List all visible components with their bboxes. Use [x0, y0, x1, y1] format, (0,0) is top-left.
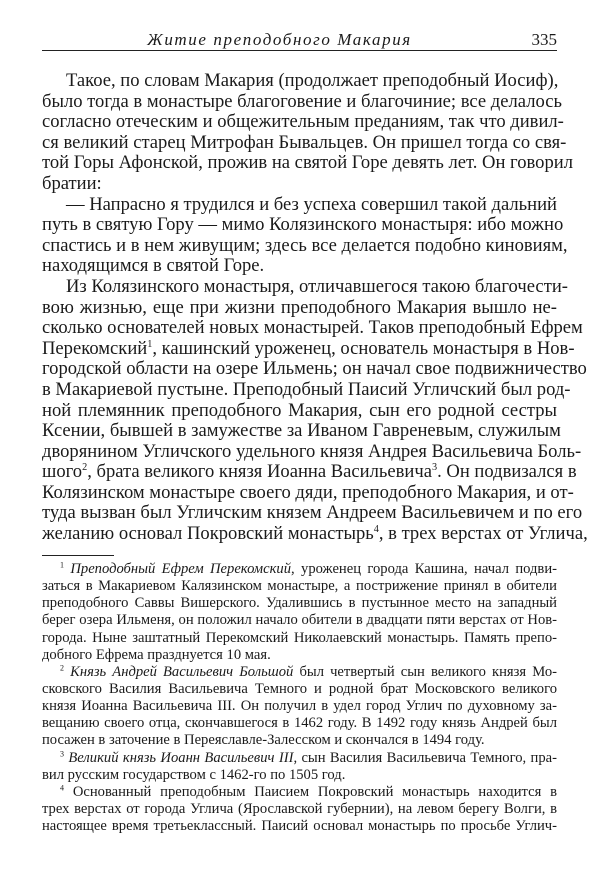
text-segment: , брата великого князя Иоанна Васильевича	[87, 461, 432, 483]
text-segment: сковского Василия Васильевича Темного и родной брат Московского великого	[42, 680, 557, 697]
footnote-line	[42, 595, 557, 612]
text-segment: городской области на озере Ильмень; он начал свое подвижничество	[42, 358, 587, 380]
text-segment: Основанный преподобным Паисием Покровский монастырь находится в	[64, 783, 557, 800]
body-line	[42, 523, 588, 545]
footnote-line	[42, 630, 557, 647]
text-segment: Колязинском монастыре своего дяди, преподобного Макария, и от-	[42, 481, 574, 503]
footnote-marker: 3	[431, 462, 438, 474]
body-line	[42, 195, 557, 216]
body-line	[42, 337, 575, 360]
page-number: 335	[531, 30, 557, 49]
text-segment: преподобного Саввы Вишерского. Удалившись в пустынное место на западный	[42, 595, 557, 612]
body-line	[42, 234, 568, 257]
footnote-line	[42, 732, 557, 749]
footnote-line	[42, 612, 557, 629]
text-segment: , кашинский уроженец, основатель монастыря в Нов-	[152, 337, 575, 359]
text-segment: Такое, по словам Макария (продолжает преподобный Иосиф),	[66, 70, 559, 91]
footnote-line	[42, 750, 557, 767]
text-segment: Из Колязинского монастыря, отличавшегося такою благочести-	[66, 275, 568, 297]
body-line	[42, 358, 587, 380]
footnotes	[42, 561, 557, 835]
text-segment: , сын Василия Васильевича Темного, пра-	[293, 749, 557, 766]
footnote-line	[42, 664, 557, 681]
italic-text: Князь Андрей Васильевич Большой	[70, 663, 294, 680]
body-line	[42, 131, 567, 154]
text-segment: князя Иоанна Васильевича III. Он получил в удел город Углич по духовному за-	[42, 698, 557, 715]
body-line	[42, 420, 561, 442]
body-line	[42, 256, 557, 277]
text-segment: в Макариевой пустыне. Преподобный Паисий Угличский был род-	[42, 378, 571, 400]
text-segment: , уроженец города Кашина, начал подви-	[291, 561, 557, 577]
text-segment: ся великий старец Митрофан Бывальцев. Он пришел тогда со свя-	[42, 131, 567, 153]
body-line	[42, 481, 574, 504]
body-line	[42, 401, 557, 422]
footnote-marker: 4	[373, 523, 379, 535]
text-segment: Перекомский	[42, 337, 148, 359]
body-line	[42, 71, 557, 92]
text-segment: шого	[42, 461, 83, 483]
text-segment: желанию основал Покровский монастырь	[42, 523, 374, 545]
italic-text: Великий князь Иоанн Васильевич III	[68, 749, 294, 766]
footnote-line	[42, 681, 557, 698]
text-segment: вою жизнью, еще при жизни преподобного Макария вышло не-	[42, 296, 557, 318]
footnote-line	[42, 698, 557, 715]
body-line	[42, 378, 571, 401]
body-line	[42, 317, 583, 339]
text-segment: посажен в заточение в Переяславле-Залесском и скончался в 1494 году.	[42, 732, 485, 749]
body-line	[42, 461, 577, 483]
body-line	[42, 111, 564, 133]
footnote-line	[42, 818, 557, 835]
text-segment: настоящее время третьеклассный. Паисий основал монастырь по просьбе Углич-	[42, 818, 557, 835]
footnote-line	[42, 784, 557, 801]
body-line	[42, 214, 564, 236]
footnote-marker: 4	[60, 783, 65, 793]
text-segment: ной племянник преподобного Макария, сын его родной сестры	[42, 399, 557, 421]
body-line	[42, 90, 562, 113]
text-segment: Ксении, бывшей в замужестве за Иваном Гавреневым, служилым	[42, 420, 561, 442]
text-segment: . Он подвизался в	[437, 461, 577, 483]
text-segment: братии:	[42, 172, 102, 194]
text-segment: — Напрасно я трудился и без успеха совершил такой дальний	[66, 193, 557, 215]
text-segment: , в трех верстах от Углича,	[378, 523, 588, 545]
body-line	[42, 298, 557, 319]
text-segment: той Горы Афонской, прожив на святой Горе девять лет. Он говорил	[42, 152, 573, 174]
text-segment: согласно отеческим и общежительным преданиям, так что дивил-	[42, 111, 564, 133]
body-line	[42, 502, 583, 524]
main-text	[42, 70, 588, 545]
footnote-line	[42, 647, 557, 664]
running-header	[42, 30, 557, 51]
footnote-marker: 1	[60, 560, 65, 570]
text-segment: заться в Макариевом Калязинском монастыре, а пострижение принял в обители	[42, 578, 557, 595]
text-segment: туда вызван был Угличским князем Андреем Васильевичем и по его	[42, 502, 583, 524]
text-segment: спастись и в нем живущим; здесь все делается подобно киновиям,	[42, 234, 568, 256]
text-segment: находящимся в святой Горе.	[42, 255, 265, 277]
text-segment: дворянином Угличского удельного князя Андрея Васильевича Боль-	[42, 440, 582, 462]
footnote-marker: 3	[60, 748, 65, 758]
footnote-line	[42, 767, 557, 784]
text-segment: путь в святую Гору — мимо Колязинского монастыря: ибо можно	[42, 214, 564, 236]
text-segment: вещанию своего отца, скончавшегося в 1462 году. В 1492 году князь Андрей был	[42, 715, 557, 732]
text-segment: сколько основателей новых монастырей. Таков преподобный Ефрем	[42, 317, 583, 339]
body-line	[42, 152, 573, 174]
footnote-line	[42, 715, 557, 732]
body-line	[42, 174, 557, 195]
text-segment: берег озера Ильменя, он положил начало обители в двадцати пяти верстах от Нов-	[42, 612, 557, 629]
footnote-line	[42, 578, 557, 595]
body-line	[42, 440, 582, 463]
text-segment: был четвертый сын великого князя Мо-	[293, 663, 558, 680]
text-segment: трех верстах от города Углича (Ярославской губернии), на левом берегу Волги, в	[42, 800, 557, 817]
footnote-marker: 2	[60, 663, 65, 673]
running-title: Житие преподобного Макария	[147, 30, 412, 49]
text-segment: города. Ныне заштатный Перекомский Николаевский монастырь. Память препо-	[42, 629, 557, 646]
footnote-divider	[42, 555, 114, 556]
footnote-line	[42, 561, 557, 578]
text-segment: вил русским государством с 1462-го по 1505 год.	[42, 766, 346, 783]
text-segment: добного Ефрема празднуется 10 мая.	[42, 646, 271, 663]
footnote-line	[42, 801, 557, 818]
body-line	[42, 275, 568, 298]
italic-text: Преподобный Ефрем Перекомский	[70, 561, 292, 577]
footnote-marker: 2	[82, 462, 88, 474]
text-segment: было тогда в монастыре благоговение и благочиние; все делалось	[42, 90, 562, 112]
footnote-marker: 1	[147, 338, 153, 350]
